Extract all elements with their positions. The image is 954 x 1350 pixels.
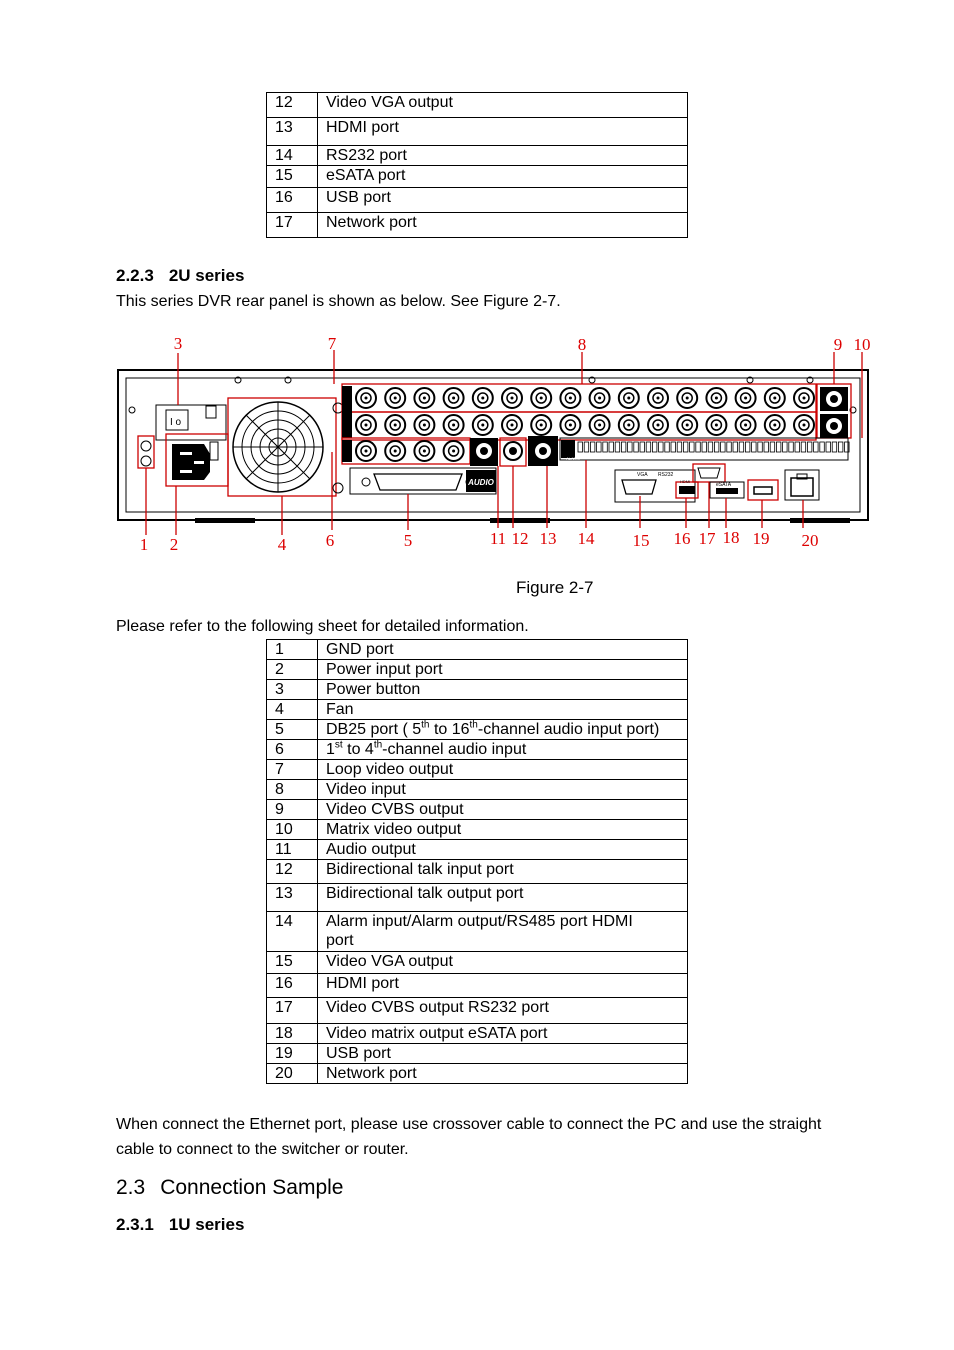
section-heading-2-2-3: 2.2.3 2U series [116, 266, 245, 285]
callout-17: 17 [698, 529, 716, 548]
table-row: 20 Network port [267, 1064, 688, 1084]
refer-text: Please refer to the following sheet for detailed information. [116, 618, 529, 635]
callout-18: 18 [722, 528, 740, 547]
table-row: 14 Alarm input/Alarm output/RS485 port HDMI port [267, 912, 688, 952]
table-row: 8 Video input [267, 780, 688, 800]
table-row: 13 HDMI port [267, 118, 688, 146]
table-row: 6 1st to 4th-channel audio input [267, 740, 688, 760]
callout-3: 3 [173, 334, 183, 353]
table-row: 14 RS232 port [267, 146, 688, 166]
table-row: 1 GND port [267, 640, 688, 660]
callout-10: 10 [853, 335, 871, 354]
svg-text:eSATA: eSATA [716, 482, 732, 488]
svg-text:VGA: VGA [637, 472, 648, 478]
main-spec-table [266, 639, 688, 1084]
top-spec-table [266, 92, 688, 238]
table-row: 13 Bidirectional talk output port [267, 884, 688, 912]
table-row: 10 Matrix video output [267, 820, 688, 840]
section-heading-2-3-1: 2.3.1 1U series [116, 1215, 245, 1234]
table-row: 4 Fan [267, 700, 688, 720]
callout-14: 14 [577, 529, 595, 548]
callout-2: 2 [169, 535, 179, 554]
callout-20: 20 [801, 531, 819, 550]
table-row: 3 Power button [267, 680, 688, 700]
ethernet-note: When connect the Ethernet port, please use crossover cable to connect the PC and use the straight cable to connect to the switcher or router. [116, 1116, 822, 1158]
table-row: 16 USB port [267, 188, 688, 213]
svg-text:AUDIO: AUDIO [468, 478, 494, 487]
section-intro: This series DVR rear panel is shown as below. See Figure 2-7. [116, 293, 561, 310]
callout-12: 12 [511, 529, 529, 548]
table-row: 7 Loop video output [267, 760, 688, 780]
callout-13: 13 [539, 529, 557, 548]
svg-text:ALARM: ALARM [566, 456, 580, 461]
table-row: 16 HDMI port [267, 974, 688, 998]
table-row: 17 Video CVBS output RS232 port [267, 998, 688, 1024]
callout-15: 15 [632, 531, 650, 550]
callout-19: 19 [752, 529, 770, 548]
callout-8: 8 [577, 335, 587, 354]
table-row: 12 Bidirectional talk input port [267, 860, 688, 884]
table-row: 15 Video VGA output [267, 952, 688, 974]
table-row: 12 Video VGA output [267, 93, 688, 118]
callout-7: 7 [327, 334, 337, 353]
table-row: 15 eSATA port [267, 166, 688, 188]
callout-16: 16 [673, 529, 691, 548]
callout-4: 4 [277, 535, 287, 554]
table-row: 19 USB port [267, 1044, 688, 1064]
table-row: 11 Audio output [267, 840, 688, 860]
callout-1: 1 [139, 535, 149, 554]
table-row: 18 Video matrix output eSATA port [267, 1024, 688, 1044]
table-row: 2 Power input port [267, 660, 688, 680]
callout-6: 6 [325, 531, 335, 550]
dvr-rear-panel-figure [110, 330, 890, 555]
table-row: 9 Video CVBS output [267, 800, 688, 820]
callout-5: 5 [403, 531, 413, 550]
figure-caption: Figure 2-7 [516, 578, 594, 597]
callout-11: 11 [489, 529, 507, 548]
svg-text:HDMI: HDMI [680, 479, 691, 484]
section-heading-2-3: 2.3 Connection Sample [116, 1176, 344, 1199]
table-row: 5 DB25 port ( 5th to 16th-channel audio input port) [267, 720, 688, 740]
svg-text:RS232: RS232 [658, 472, 674, 478]
table-row: 17 Network port [267, 213, 688, 238]
svg-text:I o: I o [170, 417, 182, 428]
callout-9: 9 [833, 335, 843, 354]
